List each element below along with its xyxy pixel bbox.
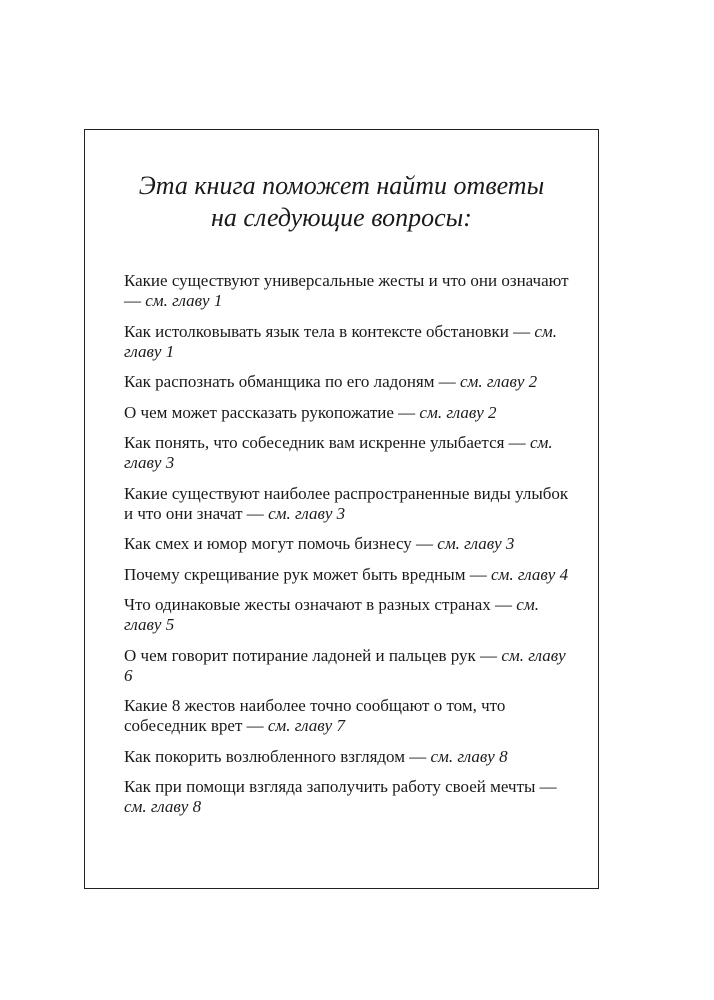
list-item [124, 322, 574, 362]
list-item [124, 534, 574, 554]
chapter-reference: см. главу 4 [490, 564, 569, 584]
list-item [124, 747, 574, 767]
list-item [124, 403, 574, 423]
question-text: Какие 8 жестов наиболее точно сообщают о том, что собеседник врет — [124, 696, 506, 735]
question-text: О чем может рассказать рукопожатие — [124, 402, 420, 422]
list-item [124, 696, 574, 736]
question-text: Как при помощи взгляда заполучить работу своей мечты — [124, 777, 557, 796]
chapter-reference: см. главу 3 [268, 503, 346, 523]
chapter-reference: см. главу 3 [124, 433, 553, 472]
list-item [124, 777, 574, 817]
chapter-reference: см. главу 7 [267, 716, 345, 735]
question-text: Как истолковывать язык тела в контексте обстановки — [124, 321, 535, 341]
question-text: Почему скрещивание рук может быть вредным — [124, 564, 491, 584]
question-text: Какие существуют универсальные жесты и что они означают — [124, 271, 569, 310]
chapter-reference: см. главу 3 [437, 534, 515, 553]
list-item [124, 646, 574, 686]
questions-list [124, 271, 574, 828]
chapter-reference: см. главу 8 [124, 797, 202, 816]
list-item [124, 484, 574, 524]
list-item [124, 271, 574, 311]
list-item [124, 595, 574, 635]
question-text: Что одинаковые жесты означают в разных странах — [124, 595, 517, 614]
chapter-reference: см. главу 1 [124, 321, 558, 361]
list-item [124, 372, 574, 392]
question-text: Как понять, что собеседник вам искренне улыбается — [124, 433, 530, 452]
question-text: Как покорить возлюбленного взглядом — [124, 746, 431, 766]
chapter-reference: см. главу 1 [145, 291, 223, 310]
question-text: Какие существуют наиболее распространенные виды улыбок и что они значат — [124, 483, 569, 523]
chapter-reference: см. главу 2 [419, 402, 497, 422]
page-title [85, 170, 598, 234]
list-item [124, 433, 574, 473]
question-text: Как смех и юмор могут помочь бизнесу — [124, 534, 438, 553]
chapter-reference: см. главу 6 [124, 645, 566, 685]
list-item [124, 565, 574, 585]
question-text: О чем говорит потирание ладоней и пальцев рук — [124, 645, 502, 665]
chapter-reference: см. главу 2 [460, 372, 538, 391]
content-frame [84, 129, 599, 889]
title-line-2: на следующие вопросы: [211, 203, 472, 232]
question-text: Как распознать обманщика по его ладоням — [124, 372, 461, 391]
chapter-reference: см. главу 5 [124, 595, 539, 634]
chapter-reference: см. главу 8 [430, 746, 508, 766]
title-line-1: Эта книга поможет найти ответы [138, 171, 545, 200]
